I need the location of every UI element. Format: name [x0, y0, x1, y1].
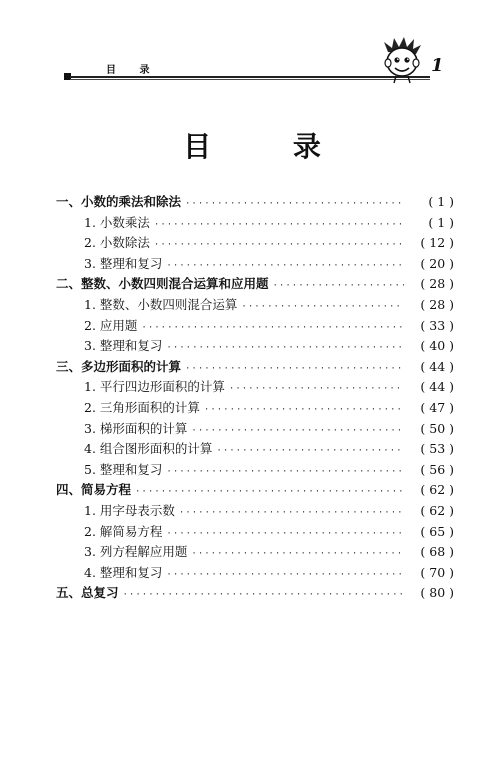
- toc-entry-label: 一、小数的乘法和除法: [56, 194, 182, 209]
- dot-leader: [166, 343, 404, 353]
- dot-leader: [185, 199, 404, 209]
- toc-entry-page: ( 50 ): [420, 420, 454, 436]
- toc-entry-label: 1. 整数、小数四则混合运算: [84, 296, 238, 312]
- dot-leader: [179, 508, 404, 518]
- header-rule: [70, 76, 430, 78]
- toc-section-row: [56, 563, 454, 584]
- dot-leader: [166, 467, 404, 477]
- toc-chapter-row: [56, 192, 454, 213]
- toc-entry-page: ( 20 ): [420, 255, 454, 271]
- toc-chapter-row: [56, 583, 454, 604]
- toc-entry-page: ( 56 ): [420, 461, 454, 477]
- toc-entry-label: 1. 平行四边形面积的计算: [84, 379, 225, 395]
- toc-section-row: [56, 336, 454, 357]
- toc-section-row: [56, 233, 454, 254]
- toc-entry-label: 2. 应用题: [84, 317, 138, 333]
- toc-entry-label: 2. 小数除法: [84, 235, 150, 251]
- toc-chapter-row: [56, 480, 454, 501]
- toc-chapter-row: [56, 274, 454, 295]
- toc-entry-page: ( 65 ): [420, 523, 454, 539]
- dot-leader: [191, 549, 404, 559]
- toc-section-row: [56, 439, 454, 460]
- toc-entry-label: 五、总复习: [56, 585, 119, 601]
- header-rule-thin: [70, 79, 430, 80]
- toc-section-row: [56, 254, 454, 275]
- toc-section-row: [56, 377, 454, 398]
- page-header: [0, 0, 504, 100]
- toc-entry-page: ( 1 ): [428, 214, 454, 230]
- toc-entry-label: 2. 三角形面积的计算: [84, 399, 200, 415]
- toc-entry-label: 2. 解简易方程: [84, 523, 163, 539]
- toc-entry-page: ( 53 ): [420, 441, 454, 457]
- page-title: 目 录: [183, 130, 357, 163]
- dot-leader: [154, 220, 404, 230]
- dot-leader: [191, 426, 404, 436]
- toc-section-row: [56, 316, 454, 337]
- toc-entry-label: 二、整数、小数四则混合运算和应用题: [56, 276, 269, 292]
- toc-entry-label: 3. 整理和复习: [84, 338, 163, 354]
- dot-leader: [166, 529, 404, 539]
- toc-entry-page: ( 68 ): [420, 544, 454, 560]
- toc-entry-page: ( 40 ): [420, 338, 454, 354]
- toc-entry-page: ( 70 ): [420, 564, 454, 580]
- toc-entry-label: 3. 梯形面积的计算: [84, 420, 188, 436]
- toc-section-row: [56, 522, 454, 543]
- dot-leader: [154, 240, 404, 250]
- running-head: 目 录: [106, 65, 160, 76]
- dot-leader: [229, 384, 404, 394]
- toc-section-row: [56, 213, 454, 234]
- page-number: 1: [431, 55, 444, 76]
- toc-entry-label: 3. 列方程解应用题: [84, 544, 188, 560]
- toc-entry-page: ( 28 ): [420, 276, 454, 292]
- toc-section-row: [56, 398, 454, 419]
- cartoon-boy-icon: [380, 36, 424, 84]
- toc-entry-label: 4. 整理和复习: [84, 564, 163, 580]
- toc-entry-page: ( 28 ): [420, 296, 454, 312]
- toc-section-row: [56, 419, 454, 440]
- toc-entry-label: 三、多边形面积的计算: [56, 358, 182, 374]
- toc-entry-label: 5. 整理和复习: [84, 461, 163, 477]
- toc-entry-page: ( 80 ): [420, 585, 454, 601]
- dot-leader: [273, 281, 404, 291]
- toc-section-row: [56, 501, 454, 522]
- toc-entry-label: 3. 整理和复习: [84, 255, 163, 271]
- toc-section-row: [56, 542, 454, 563]
- toc-chapter-row: [56, 357, 454, 378]
- dot-leader: [166, 261, 404, 271]
- toc-entry-label: 4. 组合图形面积的计算: [84, 441, 213, 457]
- toc-section-row: [56, 295, 454, 316]
- dot-leader: [241, 302, 404, 312]
- dot-leader: [216, 446, 404, 456]
- toc-entry-page: ( 44 ): [420, 379, 454, 395]
- toc-entry-page: ( 33 ): [420, 317, 454, 333]
- toc-entry-page: ( 12 ): [420, 235, 454, 251]
- dot-leader: [185, 364, 404, 374]
- toc-section-row: [56, 460, 454, 481]
- toc-entry-label: 1. 小数乘法: [84, 214, 150, 230]
- toc-entry-page: ( 1 ): [428, 194, 454, 209]
- toc-entry-label: 1. 用字母表示数: [84, 502, 175, 518]
- dot-leader: [166, 570, 404, 580]
- toc-entry-page: ( 44 ): [420, 358, 454, 374]
- table-of-contents: [56, 192, 454, 604]
- toc-entry-page: ( 62 ): [420, 482, 454, 498]
- dot-leader: [135, 487, 404, 497]
- toc-entry-page: ( 62 ): [420, 502, 454, 518]
- toc-entry-label: 四、简易方程: [56, 482, 132, 498]
- dot-leader: [123, 590, 404, 600]
- dot-leader: [204, 405, 404, 415]
- dot-leader: [141, 323, 404, 333]
- toc-entry-page: ( 47 ): [420, 399, 454, 415]
